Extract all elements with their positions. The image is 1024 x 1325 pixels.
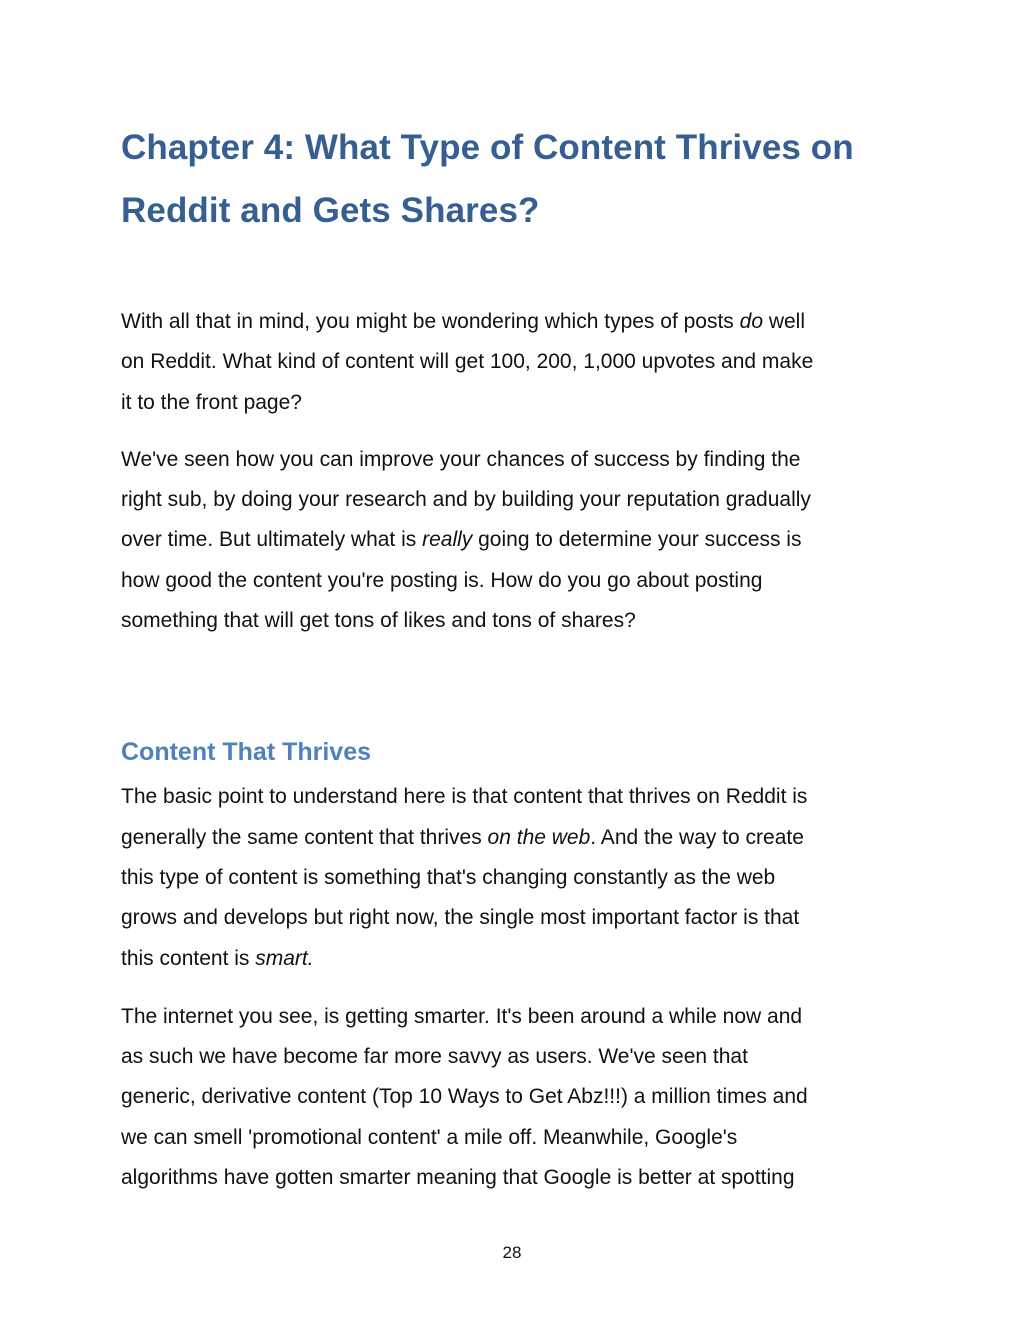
text-line — [121, 939, 911, 979]
text-line — [121, 520, 911, 560]
text-line: this type of content is something that's changing constantly as the web — [121, 865, 776, 889]
chapter-title-line: Reddit and Gets Shares? — [121, 191, 540, 230]
text-line — [121, 302, 911, 342]
text-line: as such we have become far more savvy as users. We've seen that — [121, 1045, 748, 1069]
text-line: grows and develops but right now, the single most important factor is that — [121, 906, 800, 930]
chapter-title-line: Chapter 4: What Type of Content Thrives on — [121, 128, 854, 167]
text-run: . And the way to create — [590, 825, 804, 849]
text-run: going to determine your success is — [472, 528, 802, 552]
text-line: generic, derivative content (Top 10 Ways to Get Abz!!!) a million times and — [121, 1085, 808, 1109]
text-line: The basic point to understand here is that content that thrives on Reddit is — [121, 785, 808, 809]
text-line — [121, 818, 911, 858]
text-run: With all that in mind, you might be wondering which types of posts — [121, 310, 740, 333]
text-line: right sub, by doing your research and by building your reputation gradually — [121, 488, 811, 512]
intro-paragraph-2 — [121, 440, 911, 641]
text-run: this content is — [121, 946, 256, 970]
section-paragraph-2 — [121, 997, 911, 1198]
text-line: how good the content you're posting is. How do you go about posting — [121, 568, 763, 592]
emphasis-text: smart. — [255, 946, 314, 970]
section-heading: Content That Thrives — [121, 738, 372, 767]
emphasis-text: on the web — [487, 825, 591, 849]
emphasis-text: really — [422, 528, 473, 552]
section-paragraph-1 — [121, 777, 911, 978]
text-line: we can smell 'promotional content' a mile off. Meanwhile, Google's — [121, 1125, 738, 1149]
text-line: The internet you see, is getting smarter. It's been around a while now and — [121, 1004, 803, 1028]
intro-paragraph-1 — [121, 302, 911, 423]
text-run: well — [763, 310, 806, 333]
text-line: something that will get tons of likes and tons of shares? — [121, 609, 636, 633]
text-line: We've seen how you can improve your chances of success by finding the — [121, 447, 801, 471]
page-number: 28 — [502, 1243, 522, 1262]
text-line: on Reddit. What kind of content will get 100, 200, 1,000 upvotes and make — [121, 350, 814, 374]
text-run: over time. But ultimately what is — [121, 528, 423, 552]
text-run: generally the same content that thrives — [121, 825, 488, 849]
emphasis-text: do — [739, 310, 763, 333]
body-text — [121, 302, 911, 1198]
page-content — [121, 116, 911, 1198]
text-line: algorithms have gotten smarter meaning that Google is better at spotting — [121, 1166, 795, 1190]
chapter-title — [121, 116, 911, 242]
text-line: it to the front page? — [121, 390, 302, 414]
